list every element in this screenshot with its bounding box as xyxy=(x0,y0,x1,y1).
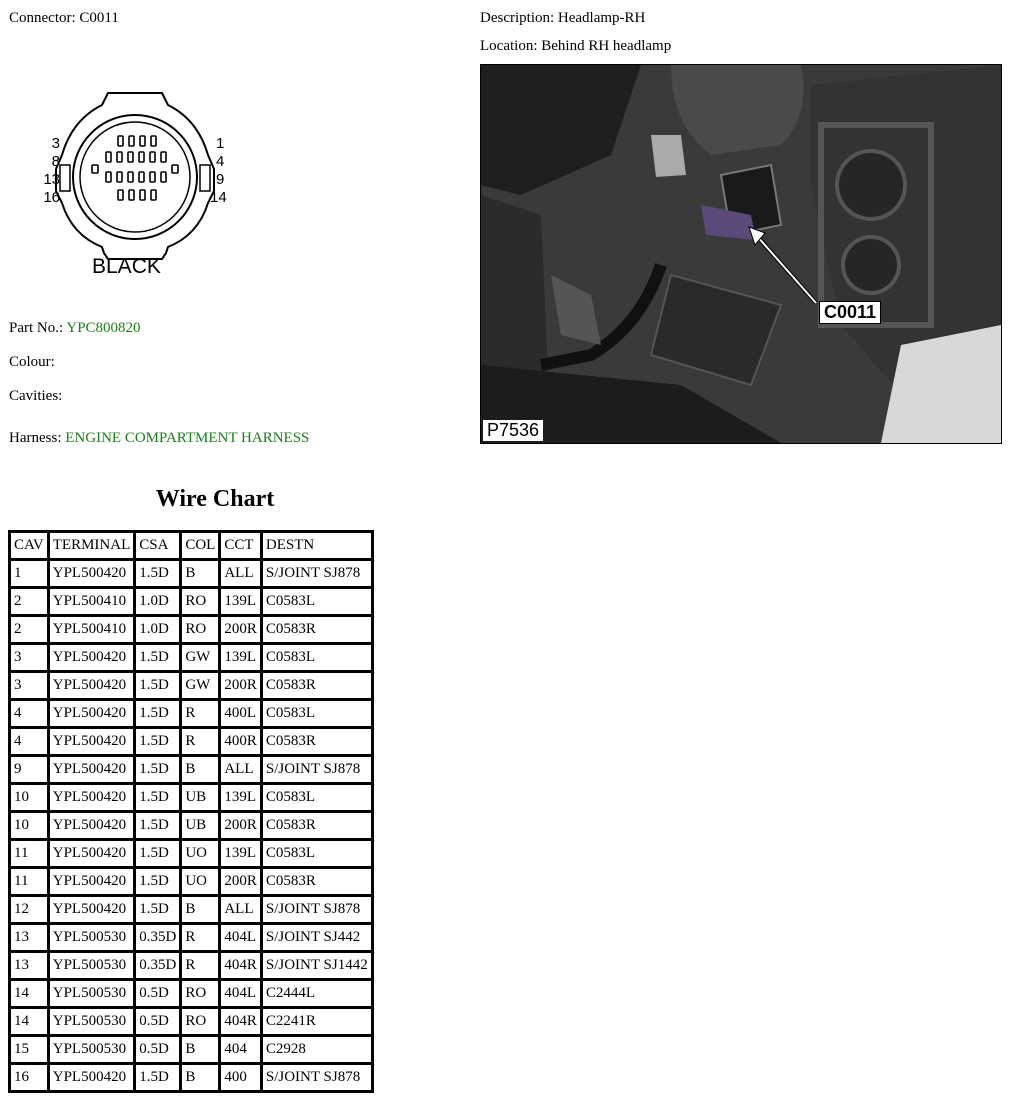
cell-terminal: YPL500420 xyxy=(50,841,134,866)
cell-cav: 11 xyxy=(11,869,47,894)
wire-chart-header-row xyxy=(11,533,371,558)
cell-cav: 14 xyxy=(11,981,47,1006)
cell-destn: C0583R xyxy=(263,869,371,894)
table-row xyxy=(11,673,371,698)
cell-cct: 139L xyxy=(221,645,260,670)
location-line xyxy=(480,38,671,55)
cell-terminal: YPL500530 xyxy=(50,953,134,978)
cell-cav: 14 xyxy=(11,1009,47,1034)
cell-cav: 15 xyxy=(11,1037,47,1062)
cell-terminal: YPL500530 xyxy=(50,925,134,950)
cell-cct: 139L xyxy=(221,785,260,810)
cell-cav: 9 xyxy=(11,757,47,782)
cell-cct: 404L xyxy=(221,981,260,1006)
cell-terminal: YPL500420 xyxy=(50,869,134,894)
cell-cct: 200R xyxy=(221,617,260,642)
wire-chart-table xyxy=(8,530,374,1093)
connector-line xyxy=(9,10,119,27)
cell-csa: 0.5D xyxy=(136,981,179,1006)
cell-col: R xyxy=(182,729,218,754)
table-row xyxy=(11,701,371,726)
header-col: COL xyxy=(182,533,218,558)
cell-destn: C0583R xyxy=(263,673,371,698)
cavities-label: Cavities: xyxy=(9,388,63,404)
location-label: Location: xyxy=(480,38,538,54)
cell-terminal: YPL500420 xyxy=(50,729,134,754)
photo-reference-label: P7536 xyxy=(483,420,543,441)
cell-cav: 13 xyxy=(11,953,47,978)
table-row xyxy=(11,785,371,810)
colour-line xyxy=(9,354,55,371)
pin-number-1: 1 xyxy=(216,135,225,152)
cell-destn: S/JOINT SJ878 xyxy=(263,561,371,586)
cell-cav: 2 xyxy=(11,617,47,642)
pin-number-3: 3 xyxy=(51,135,60,152)
cell-destn: C0583L xyxy=(263,785,371,810)
cell-csa: 1.5D xyxy=(136,869,179,894)
cell-col: R xyxy=(182,953,218,978)
cell-cav: 10 xyxy=(11,813,47,838)
cell-cct: 200R xyxy=(221,813,260,838)
cell-terminal: YPL500420 xyxy=(50,785,134,810)
header-csa: CSA xyxy=(136,533,179,558)
harness-label: Harness: xyxy=(9,430,62,446)
connector-label: Connector: xyxy=(9,10,76,26)
location-value: Behind RH headlamp xyxy=(541,38,672,54)
cell-csa: 0.5D xyxy=(136,1037,179,1062)
cell-col: RO xyxy=(182,981,218,1006)
photo-callout-label: C0011 xyxy=(819,301,881,324)
table-row xyxy=(11,589,371,614)
cell-destn: C0583L xyxy=(263,589,371,614)
cell-cct: 404R xyxy=(221,1009,260,1034)
part-no-line xyxy=(9,320,141,337)
description-label: Description: xyxy=(480,10,555,26)
cell-terminal: YPL500410 xyxy=(50,589,134,614)
cell-col: GW xyxy=(182,673,218,698)
cell-destn: C0583L xyxy=(263,645,371,670)
table-row xyxy=(11,645,371,670)
cell-csa: 1.5D xyxy=(136,701,179,726)
cell-col: RO xyxy=(182,617,218,642)
cell-cct: 400R xyxy=(221,729,260,754)
cell-cav: 4 xyxy=(11,729,47,754)
cell-terminal: YPL500410 xyxy=(50,617,134,642)
cell-col: UO xyxy=(182,841,218,866)
pin-number-13: 13 xyxy=(43,171,60,188)
table-row xyxy=(11,1037,371,1062)
cell-csa: 0.35D xyxy=(136,925,179,950)
cell-col: B xyxy=(182,561,218,586)
cell-cav: 13 xyxy=(11,925,47,950)
cell-col: UB xyxy=(182,813,218,838)
pin-number-16: 16 xyxy=(43,189,60,206)
part-no-value: YPC800820 xyxy=(66,320,141,336)
pin-number-14: 14 xyxy=(210,189,227,206)
cell-destn: C2928 xyxy=(263,1037,371,1062)
header-cav: CAV xyxy=(11,533,47,558)
cell-col: RO xyxy=(182,1009,218,1034)
cell-cct: 404L xyxy=(221,925,260,950)
part-no-label: Part No.: xyxy=(9,320,64,336)
location-photo xyxy=(480,64,1002,444)
table-row xyxy=(11,981,371,1006)
cell-terminal: YPL500530 xyxy=(50,1009,134,1034)
cell-cct: 200R xyxy=(221,673,260,698)
description-line xyxy=(480,10,645,27)
table-row xyxy=(11,729,371,754)
table-row xyxy=(11,841,371,866)
cell-destn: C0583R xyxy=(263,729,371,754)
cell-col: B xyxy=(182,1065,218,1090)
cell-col: R xyxy=(182,701,218,726)
cell-terminal: YPL500420 xyxy=(50,673,134,698)
cell-cav: 11 xyxy=(11,841,47,866)
header-destn: DESTN xyxy=(263,533,371,558)
cell-terminal: YPL500420 xyxy=(50,1065,134,1090)
table-row xyxy=(11,757,371,782)
table-row xyxy=(11,1065,371,1090)
cell-destn: S/JOINT SJ878 xyxy=(263,1065,371,1090)
cell-col: R xyxy=(182,925,218,950)
cell-csa: 1.5D xyxy=(136,841,179,866)
cell-csa: 1.5D xyxy=(136,729,179,754)
table-row xyxy=(11,617,371,642)
cell-terminal: YPL500530 xyxy=(50,981,134,1006)
cell-cct: 400 xyxy=(221,1065,260,1090)
cell-cav: 10 xyxy=(11,785,47,810)
table-row xyxy=(11,1009,371,1034)
pin-number-4: 4 xyxy=(216,153,225,170)
table-row xyxy=(11,953,371,978)
cell-csa: 1.5D xyxy=(136,561,179,586)
connector-value: C0011 xyxy=(79,10,119,26)
colour-label: Colour: xyxy=(9,354,55,370)
engine-bay-photo-icon xyxy=(481,65,1001,443)
wire-chart-title: Wire Chart xyxy=(155,486,275,512)
table-row xyxy=(11,869,371,894)
table-row xyxy=(11,561,371,586)
cell-col: UO xyxy=(182,869,218,894)
cavities-line xyxy=(9,388,62,405)
cell-csa: 0.5D xyxy=(136,1009,179,1034)
cell-destn: C0583L xyxy=(263,701,371,726)
cell-cct: 400L xyxy=(221,701,260,726)
cell-terminal: YPL500420 xyxy=(50,757,134,782)
cell-col: GW xyxy=(182,645,218,670)
cell-cct: ALL xyxy=(221,757,260,782)
cell-csa: 1.5D xyxy=(136,1065,179,1090)
cell-destn: S/JOINT SJ442 xyxy=(263,925,371,950)
cell-csa: 1.0D xyxy=(136,617,179,642)
cell-cav: 16 xyxy=(11,1065,47,1090)
pin-number-9: 9 xyxy=(216,171,225,188)
pin-number-8: 8 xyxy=(51,153,60,170)
cell-csa: 1.0D xyxy=(136,589,179,614)
cell-cav: 12 xyxy=(11,897,47,922)
cell-destn: C2241R xyxy=(263,1009,371,1034)
cell-col: B xyxy=(182,757,218,782)
cell-cct: ALL xyxy=(221,897,260,922)
header-terminal: TERMINAL xyxy=(50,533,134,558)
cell-destn: S/JOINT SJ878 xyxy=(263,757,371,782)
harness-line xyxy=(9,430,309,447)
cell-terminal: YPL500420 xyxy=(50,561,134,586)
cell-csa: 1.5D xyxy=(136,785,179,810)
cell-cct: ALL xyxy=(221,561,260,586)
cell-destn: C2444L xyxy=(263,981,371,1006)
cell-cav: 4 xyxy=(11,701,47,726)
cell-col: B xyxy=(182,1037,218,1062)
cell-csa: 1.5D xyxy=(136,673,179,698)
description-value: Headlamp-RH xyxy=(557,10,646,26)
table-row xyxy=(11,813,371,838)
cell-cct: 404R xyxy=(221,953,260,978)
cell-terminal: YPL500420 xyxy=(50,645,134,670)
cell-cct: 139L xyxy=(221,841,260,866)
cell-cav: 2 xyxy=(11,589,47,614)
cell-cct: 139L xyxy=(221,589,260,614)
cell-cct: 200R xyxy=(221,869,260,894)
cell-terminal: YPL500530 xyxy=(50,1037,134,1062)
cell-col: UB xyxy=(182,785,218,810)
cell-terminal: YPL500420 xyxy=(50,701,134,726)
connector-drawing xyxy=(30,85,240,285)
cell-cav: 3 xyxy=(11,645,47,670)
harness-value: ENGINE COMPARTMENT HARNESS xyxy=(65,430,310,446)
cell-csa: 1.5D xyxy=(136,897,179,922)
header-cct: CCT xyxy=(221,533,260,558)
cell-col: B xyxy=(182,897,218,922)
wire-chart-body xyxy=(11,561,371,1090)
cell-csa: 1.5D xyxy=(136,645,179,670)
cell-destn: C0583R xyxy=(263,617,371,642)
cell-cct: 404 xyxy=(221,1037,260,1062)
cell-cav: 1 xyxy=(11,561,47,586)
cell-terminal: YPL500420 xyxy=(50,897,134,922)
cell-csa: 0.35D xyxy=(136,953,179,978)
cell-destn: C0583R xyxy=(263,813,371,838)
table-row xyxy=(11,925,371,950)
connector-colour-text: BLACK xyxy=(92,255,161,278)
cell-terminal: YPL500420 xyxy=(50,813,134,838)
cell-csa: 1.5D xyxy=(136,757,179,782)
cell-destn: C0583L xyxy=(263,841,371,866)
table-row xyxy=(11,897,371,922)
cell-cav: 3 xyxy=(11,673,47,698)
cell-col: RO xyxy=(182,589,218,614)
cell-csa: 1.5D xyxy=(136,813,179,838)
cell-destn: S/JOINT SJ878 xyxy=(263,897,371,922)
cell-destn: S/JOINT SJ1442 xyxy=(263,953,371,978)
